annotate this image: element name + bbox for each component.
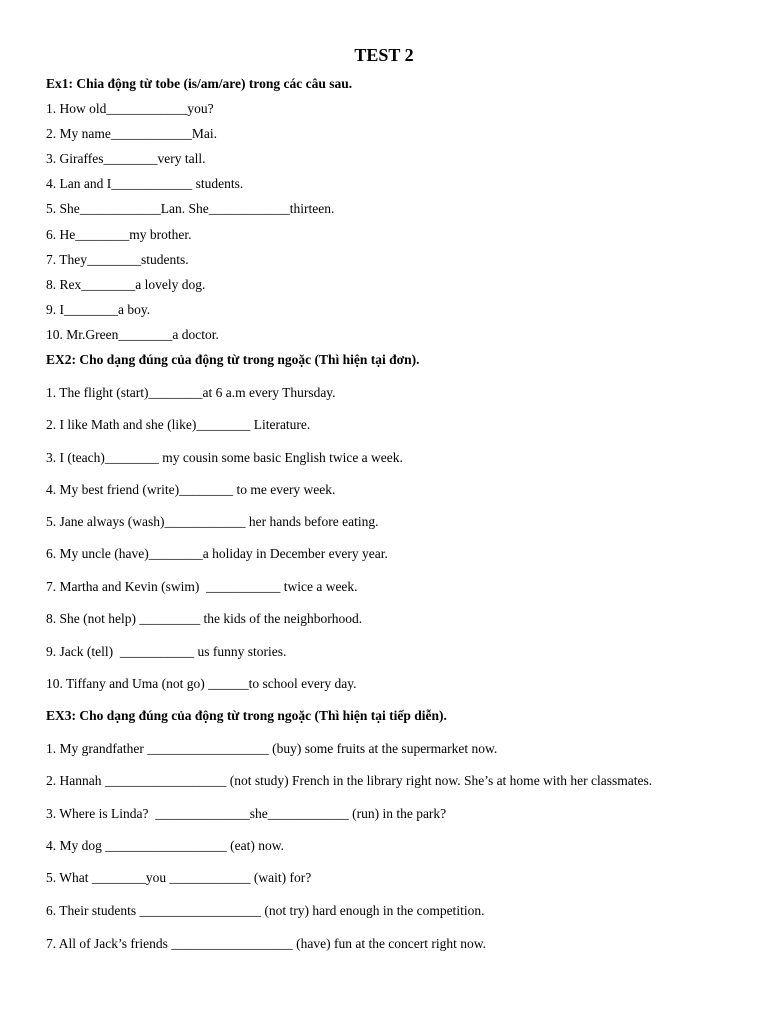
ex1-item-10: 10. Mr.Green________a doctor. bbox=[46, 327, 219, 342]
ex3-item-4: 4. My dog __________________ (eat) now. bbox=[46, 838, 284, 853]
ex2-item-9: 9. Jack (tell) ___________ us funny stories. bbox=[46, 644, 287, 659]
ex1-heading: Ex1: Chia động từ tobe (is/am/are) trong các câu sau. bbox=[46, 76, 353, 91]
ex2-item-7: 7. Martha and Kevin (swim) ___________ twice a week. bbox=[46, 579, 358, 594]
ex2-item-1: 1. The flight (start)________at 6 a.m every Thursday. bbox=[46, 385, 336, 400]
ex2-item-3: 3. I (teach)________ my cousin some basic English twice a week. bbox=[46, 450, 403, 465]
ex3-item-7: 7. All of Jack’s friends __________________ (have) fun at the concert right now. bbox=[46, 936, 487, 951]
ex1-item-8: 8. Rex________a lovely dog. bbox=[46, 277, 206, 292]
ex2-item-2: 2. I like Math and she (like)________ Literature. bbox=[46, 417, 311, 432]
ex1-item-2: 2. My name____________Mai. bbox=[46, 126, 217, 141]
ex2-item-5: 5. Jane always (wash)____________ her hands before eating. bbox=[46, 514, 379, 529]
ex3-heading: EX3: Cho dạng đúng của động từ trong ngoặc (Thì hiện tại tiếp diễn). bbox=[46, 708, 447, 723]
ex3-item-2: 2. Hannah __________________ (not study) French in the library right now. She’s at home with her classmates. bbox=[46, 773, 653, 788]
ex3-item-1: 1. My grandfather __________________ (buy) some fruits at the supermarket now. bbox=[46, 741, 498, 756]
ex1-item-4: 4. Lan and I____________ students. bbox=[46, 176, 244, 191]
ex2-item-8: 8. She (not help) _________ the kids of the neighborhood. bbox=[46, 611, 363, 626]
ex2-item-6: 6. My uncle (have)________a holiday in December every year. bbox=[46, 546, 388, 561]
page-title: TEST 2 bbox=[354, 45, 414, 65]
ex2-heading: EX2: Cho dạng đúng của động từ trong ngoặc (Thì hiện tại đơn). bbox=[46, 352, 420, 367]
ex1-item-6: 6. He________my brother. bbox=[46, 227, 192, 242]
ex1-item-9: 9. I________a boy. bbox=[46, 302, 151, 317]
ex1-item-3: 3. Giraffes________very tall. bbox=[46, 151, 206, 166]
ex3-item-5: 5. What ________you ____________ (wait) for? bbox=[46, 870, 312, 885]
ex2-item-4: 4. My best friend (write)________ to me every week. bbox=[46, 482, 336, 497]
ex3-item-6: 6. Their students __________________ (not try) hard enough in the competition. bbox=[46, 903, 485, 918]
ex1-item-5: 5. She____________Lan. She____________thirteen. bbox=[46, 201, 335, 216]
ex2-item-10: 10. Tiffany and Uma (not go) ______to school every day. bbox=[46, 676, 357, 691]
ex3-item-3: 3. Where is Linda? ______________she____________ (run) in the park? bbox=[46, 806, 447, 821]
ex1-item-7: 7. They________students. bbox=[46, 252, 189, 267]
ex1-item-1: 1. How old____________you? bbox=[46, 101, 214, 116]
